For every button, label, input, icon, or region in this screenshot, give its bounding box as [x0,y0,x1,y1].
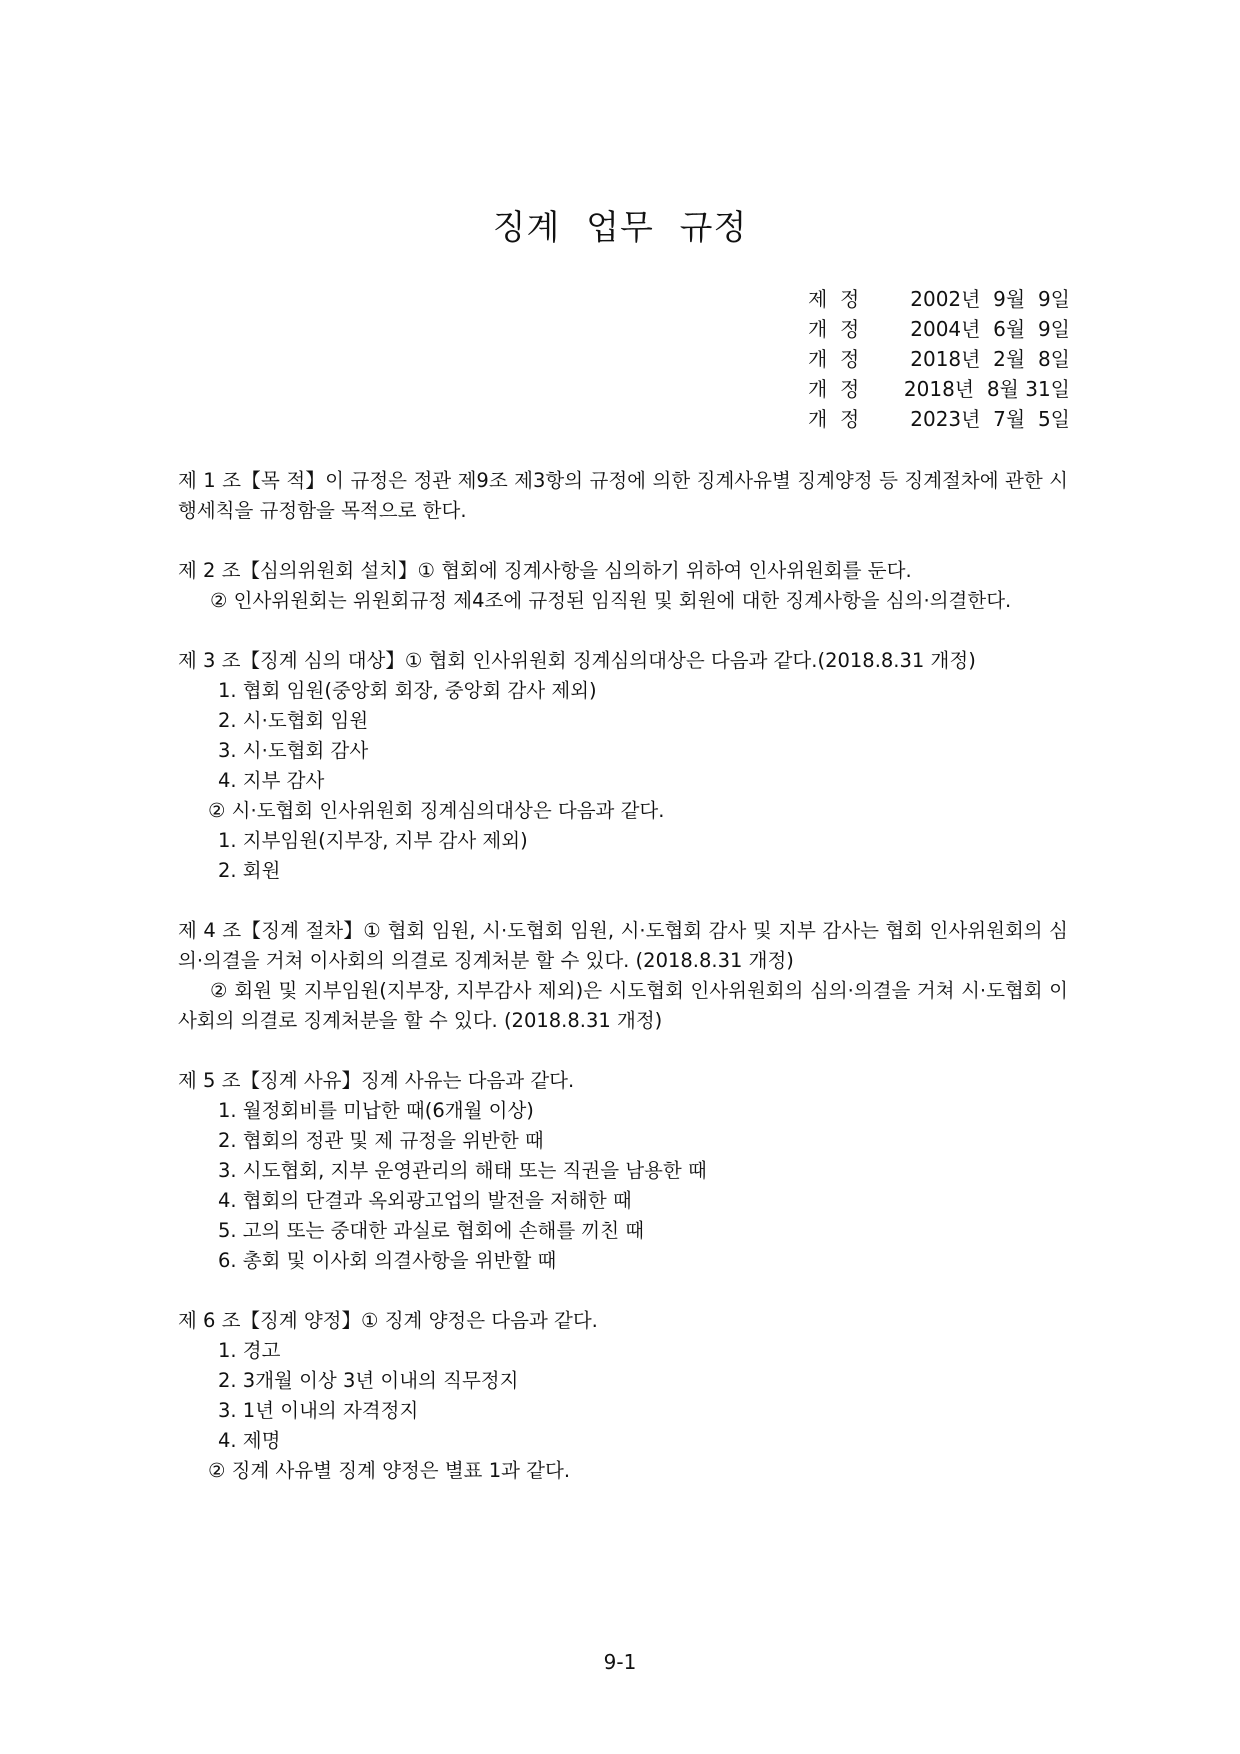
list-item: 3. 시·도협회 감사 [218,739,369,762]
regulation-body [178,466,1068,1516]
history-row [808,314,1070,344]
list-item: 2. 회원 [218,859,281,882]
article-6-text: 제 6 조【징계 양정】① 징계 양정은 다음과 같다. [178,1309,598,1332]
article-6-list [178,1336,1068,1456]
history-kind: 개 정 [808,377,860,401]
list-item: 2. 시·도협회 임원 [218,709,369,732]
article-3-text: 제 3 조【징계 심의 대상】① 협회 인사위원회 징계심의대상은 다음과 같다.(2018.8.31 개정) [178,649,976,672]
history-kind: 개 정 [808,347,860,371]
list-item: 3. 1년 이내의 자격정지 [218,1399,419,1422]
page-number: 9-1 [603,1650,637,1674]
article-3-paragraph-2: ② 시·도협회 인사위원회 징계심의대상은 다음과 같다. [208,799,665,822]
article-6 [178,1306,1068,1486]
history-kind: 제 정 [808,287,860,311]
list-item: 1. 월정회비를 미납한 때(6개월 이상) [218,1099,534,1122]
article-3-list-1 [178,676,1068,796]
history-kind: 개 정 [808,317,860,341]
article-2-text: 제 2 조【심의위원회 설치】① 협회에 징계사항을 심의하기 위하여 인사위원회를 둔다. [178,559,912,582]
history-date: 2002년 9월 9일 [910,287,1070,311]
history-row [808,404,1070,434]
article-1-text: 제 1 조【목 적】이 규정은 정관 제9조 제3항의 규정에 의한 징계사유별 징계양정 등 징계절차에 관한 시행세칙을 규정함을 목적으로 한다. [178,469,1068,522]
list-item: 1. 경고 [218,1339,281,1362]
article-3-list-2 [178,826,1068,886]
list-item: 6. 총회 및 이사회 의결사항을 위반할 때 [218,1249,557,1272]
article-4-paragraph-2: ② 회원 및 지부임원(지부장, 지부감사 제외)은 시도협회 인사위원회의 심의·의결을 거쳐 시·도협회 이사회의 의결로 징계처분을 할 수 있다. (2018.8.31 개정) [178,979,1068,1032]
article-4-text: 제 4 조【징계 절차】① 협회 임원, 시·도협회 임원, 시·도협회 감사 및 지부 감사는 협회 인사위원회의 심의·의결을 거쳐 이사회의 의결로 징계처분 할 수 있다. (2018.8.31 개정) [178,919,1068,972]
revision-history [808,284,1070,434]
list-item: 1. 지부임원(지부장, 지부 감사 제외) [218,829,528,852]
history-kind: 개 정 [808,407,860,431]
list-item: 4. 협회의 단결과 옥외광고업의 발전을 저해한 때 [218,1189,632,1212]
history-date: 2018년 8월 31일 [903,377,1070,401]
list-item: 4. 지부 감사 [218,769,325,792]
article-4 [178,916,1068,1036]
history-row [808,284,1070,314]
history-date: 2023년 7월 5일 [910,407,1070,431]
article-5-list [178,1096,1068,1276]
list-item: 2. 3개월 이상 3년 이내의 직무정지 [218,1369,519,1392]
page-title: 징계 업무 규정 [492,208,748,248]
history-row [808,374,1070,404]
article-6-paragraph-2: ② 징계 사유별 징계 양정은 별표 1과 같다. [208,1459,571,1482]
article-5 [178,1066,1068,1276]
article-1 [178,466,1068,526]
article-2 [178,556,1068,616]
list-item: 4. 제명 [218,1429,281,1452]
article-3 [178,646,1068,886]
article-2-paragraph-2: ② 인사위원회는 위원회규정 제4조에 규정된 임직원 및 회원에 대한 징계사항을 심의·의결한다. [210,589,1012,612]
history-row [808,344,1070,374]
history-date: 2004년 6월 9일 [910,317,1070,341]
list-item: 1. 협회 임원(중앙회 회장, 중앙회 감사 제외) [218,679,597,702]
history-date: 2018년 2월 8일 [910,347,1070,371]
article-5-text: 제 5 조【징계 사유】징계 사유는 다음과 같다. [178,1069,575,1092]
list-item: 3. 시도협회, 지부 운영관리의 해태 또는 직권을 남용한 때 [218,1159,707,1182]
list-item: 5. 고의 또는 중대한 과실로 협회에 손해를 끼친 때 [218,1219,645,1242]
list-item: 2. 협회의 정관 및 제 규정을 위반한 때 [218,1129,544,1152]
